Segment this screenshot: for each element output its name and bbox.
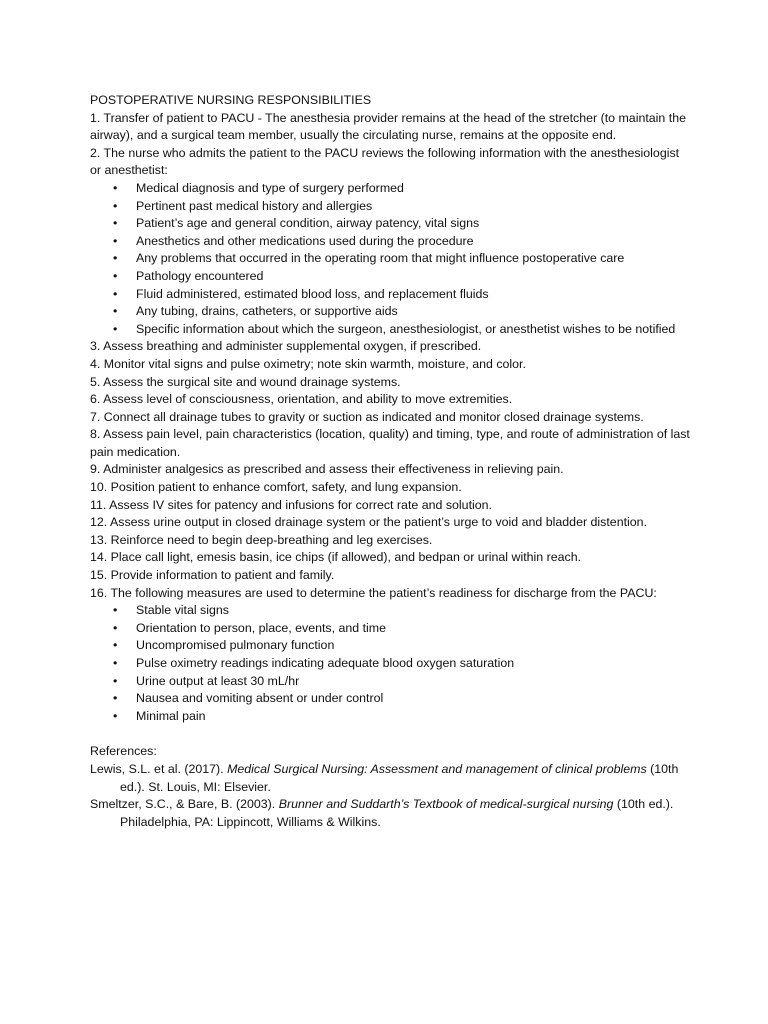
item16-bullet-7 [90, 708, 690, 726]
item2-bullet-list [90, 180, 690, 338]
bullet-icon: • [113, 656, 118, 670]
list-item-1: 1. Transfer of patient to PACU - The anesthesia provider remains at the head of the stretcher (to maintain the airway), and a surgical team member, usually the circulating nurse, remains at the opposite end. [90, 110, 686, 143]
item2-bullet-5 [90, 250, 690, 268]
references-heading: References: [90, 744, 157, 759]
item2-bullet-3 [90, 215, 690, 233]
bullet-icon: • [113, 638, 118, 653]
item2-bullet-6 [90, 268, 690, 286]
item16-bullet-text: Orientation to person, place, events, and time [136, 620, 387, 635]
reference-entry [90, 796, 690, 831]
item16-bullet-text: Nausea and vomiting absent or under control [136, 691, 384, 706]
item16-bullet-1 [90, 602, 690, 620]
item16-bullet-2 [90, 620, 690, 638]
reference-details: (10th ed.). St. Louis, MI: Elsevier. [120, 761, 679, 794]
list-item-11: 11. Assess IV sites for patency and infusions for correct rate and solution. [90, 497, 492, 512]
list-item-4: 4. Monitor vital signs and pulse oximetry; note skin warmth, moisture, and color. [90, 356, 526, 371]
item16-bullet-4 [90, 655, 690, 673]
bullet-icon: • [113, 708, 118, 723]
item16-bullet-text: Pulse oximetry readings indicating adequate blood oxygen saturation [136, 656, 515, 670]
document-page [90, 92, 690, 831]
item2-bullet-text: Any problems that occurred in the operating room that might influence postoperative care [136, 251, 625, 266]
item16-bullet-3 [90, 637, 690, 655]
item16-bullet-6 [90, 690, 690, 708]
list-item-5: 5. Assess the surgical site and wound drainage systems. [90, 374, 401, 389]
item2-bullet-8 [90, 303, 690, 321]
list-item-15: 15. Provide information to patient and family. [90, 568, 335, 583]
bullet-icon: • [113, 620, 118, 635]
item2-bullet-text: Anesthetics and other medications used during the procedure [136, 233, 474, 248]
item2-bullet-1 [90, 180, 690, 198]
list-item-3: 3. Assess breathing and administer supplemental oxygen, if prescribed. [90, 339, 482, 354]
references-list [90, 761, 690, 831]
list-item-8: 8. Assess pain level, pain characteristics (location, quality) and timing, type, and route of administration of last pain medication. [90, 427, 690, 459]
bullet-icon: • [113, 233, 118, 248]
list-item-10: 10. Position patient to enhance comfort, safety, and lung expansion. [90, 480, 462, 495]
list-item-16: 16. The following measures are used to determine the patient’s readiness for discharge from the PACU: [90, 585, 657, 600]
item2-bullet-text: Pathology encountered [136, 268, 264, 283]
item2-bullet-7 [90, 286, 690, 304]
item2-bullet-2 [90, 198, 690, 216]
item16-bullet-5 [90, 673, 690, 691]
item2-bullet-text: Pertinent past medical history and allergies [136, 198, 373, 213]
list-item-12: 12. Assess urine output in closed drainage system or the patient’s urge to void and bladder distention. [90, 515, 648, 530]
item2-bullet-4 [90, 233, 690, 251]
list-item-9: 9. Administer analgesics as prescribed and assess their effectiveness in relieving pain. [90, 462, 564, 477]
item2-bullet-text: Fluid administered, estimated blood loss, and replacement fluids [136, 286, 489, 301]
reference-authors: Lewis, S.L. et al. (2017). [90, 761, 228, 776]
document-title: POSTOPERATIVE NURSING RESPONSIBILITIES [90, 93, 372, 107]
item2-bullet-text: Medical diagnosis and type of surgery performed [136, 180, 404, 195]
numbered-items-3-to-15 [90, 338, 690, 584]
item2-bullet-text: Any tubing, drains, catheters, or supportive aids [136, 304, 398, 319]
spacer [90, 725, 690, 743]
reference-entry [90, 761, 690, 796]
item2-bullet-text: Patient’s age and general condition, airway patency, vital signs [136, 216, 480, 231]
bullet-icon: • [113, 286, 118, 301]
item16-bullet-text: Uncompromised pulmonary function [136, 638, 335, 653]
reference-title: Medical Surgical Nursing: Assessment and management of clinical problems [227, 761, 647, 776]
bullet-icon: • [113, 673, 118, 688]
item16-bullet-text: Stable vital signs [136, 603, 229, 618]
list-item-14: 14. Place call light, emesis basin, ice chips (if allowed), and bedpan or urinal within reach. [90, 550, 582, 565]
bullet-icon: • [113, 251, 118, 266]
list-item-2: 2. The nurse who admits the patient to the PACU reviews the following information with the anesthesiologist or anesthetist: [90, 145, 680, 178]
bullet-icon: • [113, 198, 118, 213]
list-item-13: 13. Reinforce need to begin deep-breathing and leg exercises. [90, 532, 433, 547]
reference-details: (10th ed.). Philadelphia, PA: Lippincott, Williams & Wilkins. [120, 797, 674, 829]
bullet-icon: • [113, 691, 118, 706]
bullet-icon: • [113, 304, 118, 319]
item16-bullet-text: Minimal pain [136, 708, 206, 723]
item16-bullet-list [90, 602, 690, 725]
bullet-icon: • [113, 216, 118, 231]
list-item-7: 7. Connect all drainage tubes to gravity or suction as indicated and monitor closed drainage systems. [90, 409, 644, 424]
bullet-icon: • [113, 603, 118, 618]
item2-bullet-9 [90, 321, 690, 339]
reference-authors: Smeltzer, S.C., & Bare, B. (2003). [90, 797, 279, 812]
list-item-6: 6. Assess level of consciousness, orientation, and ability to move extremities. [90, 392, 513, 407]
bullet-icon: • [113, 321, 118, 336]
item16-bullet-text: Urine output at least 30 mL/hr [136, 673, 300, 688]
item2-bullet-text: Specific information about which the surgeon, anesthesiologist, or anesthetist wishes to be notified [136, 321, 676, 336]
bullet-icon: • [113, 180, 118, 195]
reference-title: Brunner and Suddarth’s Textbook of medical-surgical nursing [278, 797, 614, 812]
bullet-icon: • [113, 268, 118, 283]
